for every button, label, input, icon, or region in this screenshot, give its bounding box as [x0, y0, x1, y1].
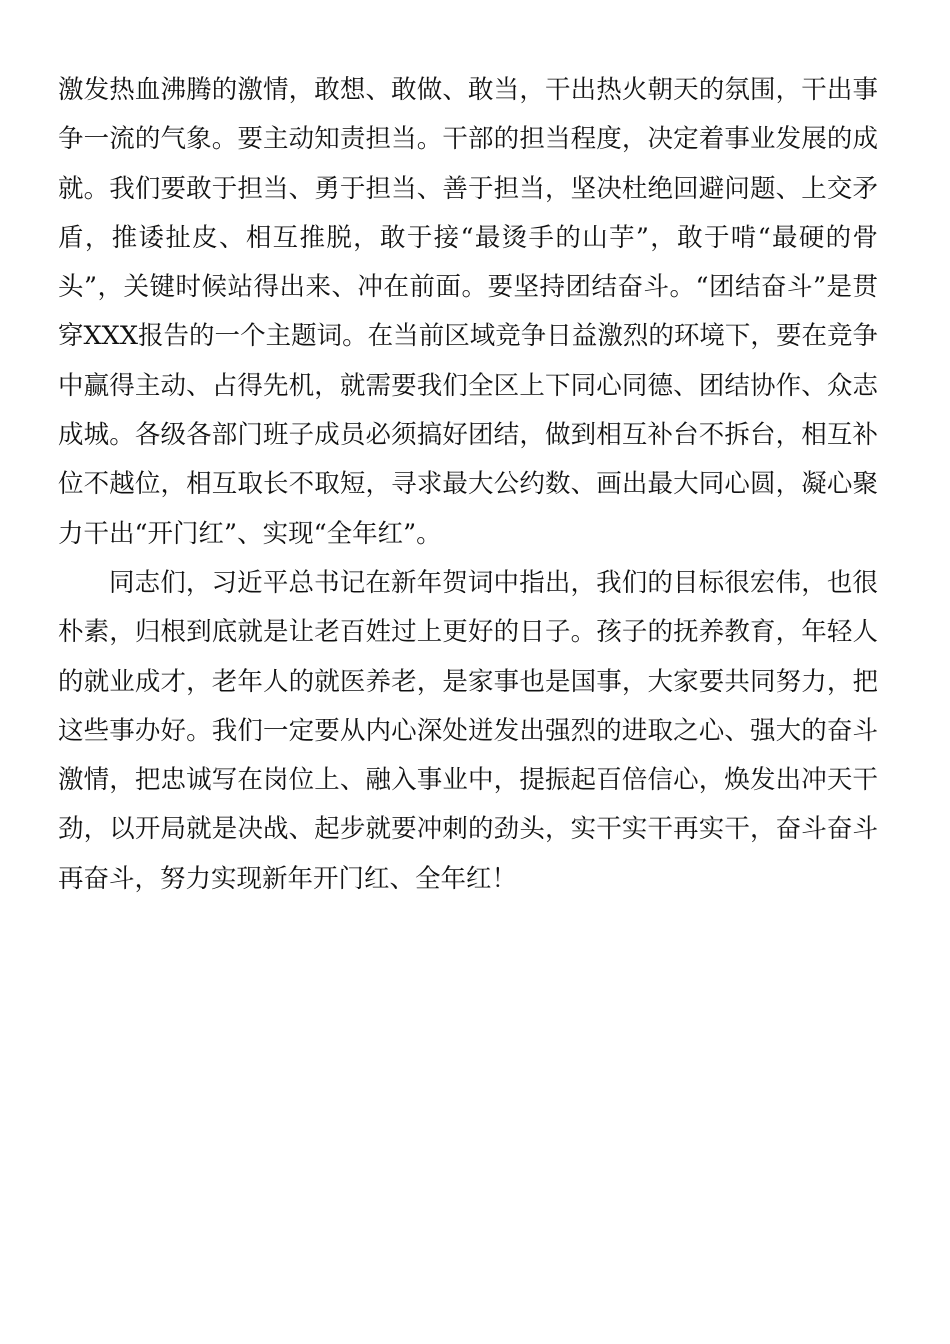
paragraph-conclusion: 同志们，习近平总书记在新年贺词中指出，我们的目标很宏伟，也很朴素，归根到底就是让老百姓过上更好的日子。孩子的抚养教育，年轻人的就业成才，老年人的就医养老，是家事也是国事，大家要共同努力，把这些事办好。我们一定要从内心深处迸发出强烈的进取之心、强大的奋斗激情，把忠诚写在岗位上、融入事业中，提振起百倍信心，焕发出冲天干劲，以开局就是决战、起步就要冲刺的劲头，实干实干再实干，奋斗奋斗再奋斗，努力实现新年开门红、全年红！: [58, 567, 878, 894]
paragraph-continuation: 激发热血沸腾的激情，敢想、敢做、敢当，干出热火朝天的氛围，干出事争一流的气象。要主动知责担当。干部的担当程度，决定着事业发展的成就。我们要敢于担当、勇于担当、善于担当，坚决杜绝回避问题、上交矛盾，推诿扯皮、相互推脱，敢于接“最烫手的山芋”，敢于啃“最硬的骨头”，关键时候站得出来、冲在前面。要坚持团结奋斗。“团结奋斗”是贯穿XXX报告的一个主题词。在当前区域竞争日益激烈的环境下，要在竞争中赢得主动、占得先机，就需要我们全区上下同心同德、团结协作、众志成城。各级各部门班子成员必须搞好团结，做到相互补台不拆台，相互补位不越位，相互取长不取短，寻求最大公约数、画出最大同心圆，凝心聚力干出“开门红”、实现“全年红”。: [58, 75, 878, 549]
document-body: [58, 66, 878, 904]
